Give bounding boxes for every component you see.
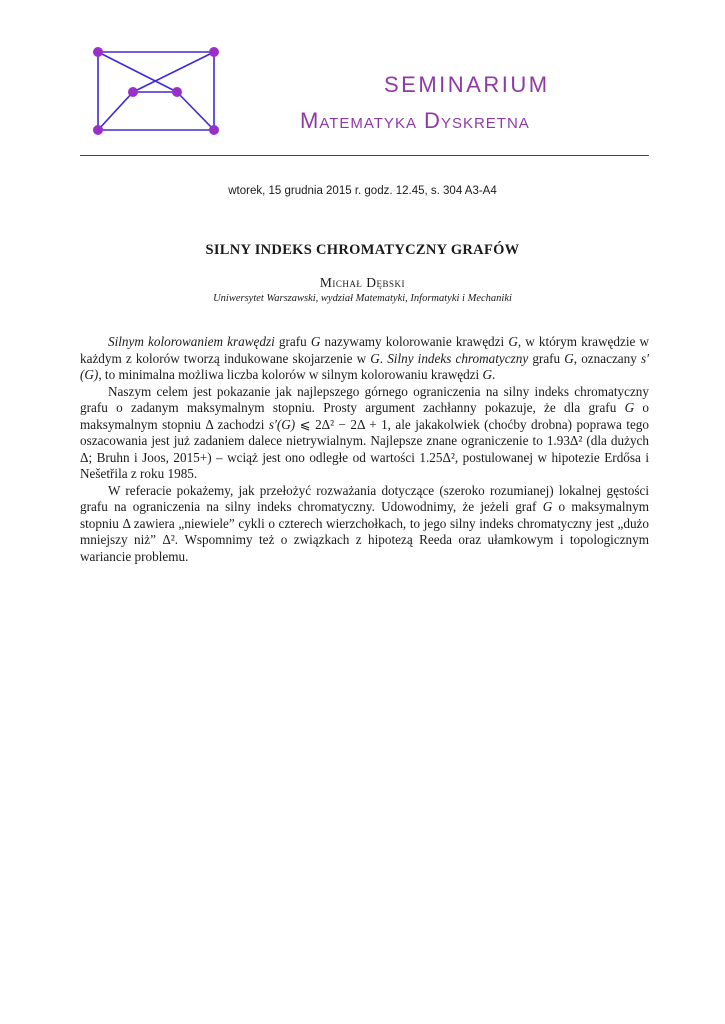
abstract-paragraph-2	[80, 384, 649, 483]
abstract-paragraph-3	[80, 483, 649, 566]
talk-title: SILNY INDEKS CHROMATYCZNY GRAFÓW	[205, 242, 520, 258]
header-divider	[80, 155, 649, 156]
talk-author: Michał Dębski	[319, 275, 406, 290]
text-run: .	[492, 367, 496, 382]
abstract	[80, 334, 649, 565]
text-run: ⩽ 2Δ² − 2Δ + 1, ale jakakolwiek (choćby drobna) poprawa tego oszacowania jest już zadaniem dalece nietrywialnym. Najlepsze znane ograniczenie to 1.93Δ² (dla dużych Δ; Bruhn i Joos, 2015+) – wciąż jest ono odległe od wartości 1.25Δ², postulowanej w hipotezie Erdősa i Nešetřila z roku 1985.	[80, 416, 649, 481]
abstract-paragraph-1	[80, 334, 649, 384]
text-run: , oznaczany	[573, 350, 641, 366]
text-run: grafu	[274, 334, 311, 349]
text-run: o maksymalnym stopniu Δ zawiera „niewiele” cykli o czterech wierzchołkach, to jego silny indeks chromatyczny jest „dużo mniejszy niż” Δ². Wspomnimy też o związkach z hipotezą Reeda oraz ułamkowym i topologicznym wariancie problemu.	[80, 499, 649, 564]
math-var: G	[310, 334, 321, 349]
math-var: G	[370, 350, 380, 366]
text-run: Naszym celem jest pokazanie jak najlepszego górnego ograniczenia na silny indeks chromatyczny grafu o zadanym maksymalnym stopniu. Prosty argument zachłanny pokazuje, że dla grafu	[80, 383, 649, 415]
math-var: G	[508, 334, 518, 349]
graph-icon	[88, 44, 224, 140]
math-expression: s′(G)	[268, 416, 296, 432]
text-run: o maksymalnym stopniu Δ zachodzi	[80, 400, 649, 432]
math-expression: s′(G)	[80, 350, 649, 382]
math-var: G	[564, 350, 574, 366]
math-var: G	[542, 499, 553, 514]
math-var: G	[624, 400, 635, 415]
author-affiliation: Uniwersytet Warszawski, wydział Matematyki, Informatyki i Mechaniki	[213, 293, 512, 304]
term-strong-edge-coloring: Silnym kolorowaniem krawędzi	[108, 334, 275, 349]
text-run: nazywamy kolorowanie krawędzi	[320, 334, 509, 349]
brand-line-seminarium: SEMINARIUM	[384, 72, 550, 97]
text-run: grafu	[528, 350, 565, 366]
math-var: G	[482, 367, 493, 382]
term-strong-chromatic-index: Silny indeks chromatyczny	[387, 350, 529, 366]
text-run: W referacie pokażemy, jak przełożyć rozważania dotyczące (szeroko rozumianej) lokalnej gęstości grafu na ograniczenia na silny indeks chromatyczny. Udowodnimy, że jeżeli graf	[80, 482, 649, 514]
event-date-line: wtorek, 15 grudnia 2015 r. godz. 12.45, s. 304 A3-A4	[228, 185, 497, 197]
text-run: , w którym krawędzie w każdym z kolorów tworzą indukowane skojarzenie w	[80, 334, 650, 366]
brand-line-matematyka: Matematyka Dyskretna	[300, 108, 530, 133]
text-run: .	[379, 350, 388, 366]
text-run: , to minimalna możliwa liczba kolorów w silnym kolorowaniu krawędzi	[98, 367, 483, 382]
